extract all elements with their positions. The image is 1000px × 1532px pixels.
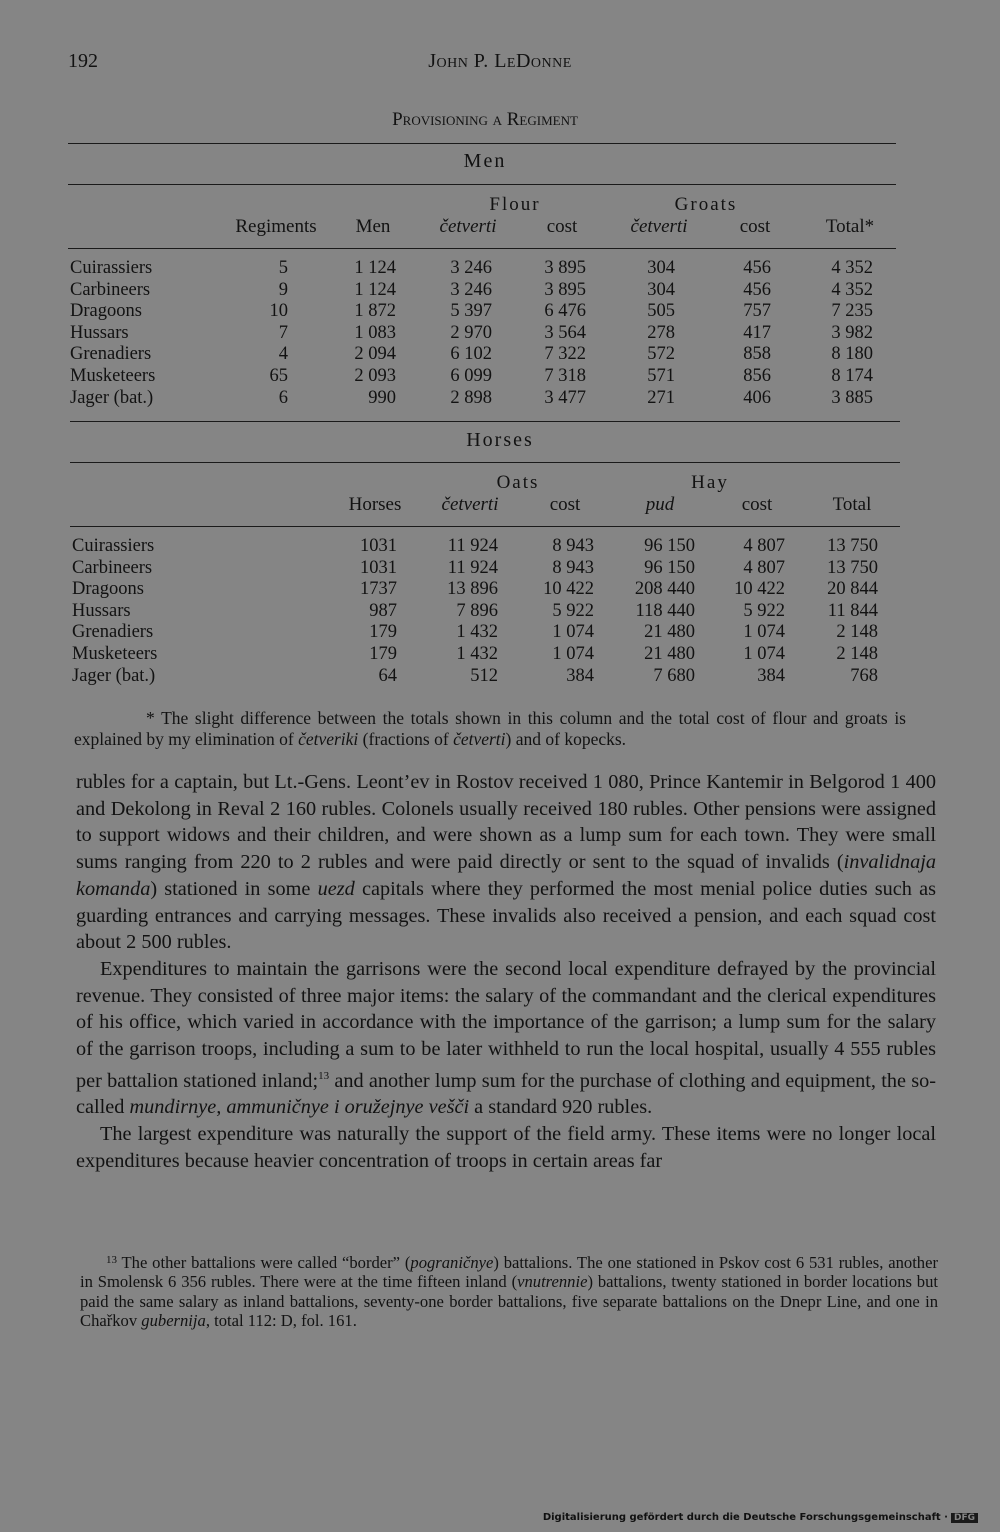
table-rule: [68, 143, 896, 144]
dfg-logo: DFG: [951, 1513, 978, 1523]
table-row: [0, 666, 1000, 688]
digitization-footer: Digitalisierung gefördert durch die Deutsche Forschungsgemeinschaft · DFG: [543, 1512, 978, 1523]
table-cell: 4: [278, 344, 288, 365]
row-label: Carbineers: [70, 279, 151, 300]
table-row: [0, 301, 1000, 323]
table-cell: 4 807: [743, 536, 785, 556]
note-marker: *: [146, 708, 155, 728]
table-rule: [70, 462, 900, 463]
table-cell: 512: [470, 665, 498, 686]
table-cell: 6 099: [450, 366, 492, 386]
table-cell: 208 440: [634, 579, 695, 600]
table-rule: [68, 184, 896, 185]
table-cell: 3 564: [544, 322, 586, 343]
column-header: Total*: [825, 216, 875, 237]
table-cell: 4 352: [831, 258, 873, 278]
table-cell: 7 318: [544, 366, 586, 386]
table-cell: 4 352: [831, 279, 873, 300]
table-row: [0, 323, 1000, 345]
table-cell: 13 750: [827, 557, 878, 578]
table-cell: 1 872: [354, 301, 396, 322]
column-header: Regiments: [235, 216, 317, 237]
table-cell: 1 083: [354, 322, 396, 343]
table-row: [0, 366, 1000, 388]
table-row: [0, 579, 1000, 601]
table-cell: 3 477: [544, 387, 586, 408]
column-header: pud: [645, 494, 675, 515]
table-cell: 505: [647, 301, 675, 322]
table-cell: 2 093: [354, 366, 396, 386]
table-cell: 10: [269, 301, 288, 322]
table-cell: 8 174: [831, 366, 873, 386]
table-cell: 304: [647, 258, 675, 278]
table-cell: 757: [743, 301, 771, 322]
table-cell: 768: [850, 665, 878, 686]
table-cell: 3 895: [544, 258, 586, 278]
table-cell: 13 750: [827, 536, 878, 556]
table-cell: 271: [647, 387, 675, 408]
table-row: [0, 344, 1000, 366]
table-cell: 11 844: [827, 600, 878, 621]
table-cell: 1 432: [456, 644, 498, 664]
table-cell: 20 844: [827, 579, 878, 600]
table-cell: 571: [647, 366, 675, 386]
table-row: [0, 644, 1000, 666]
table-cell: 858: [743, 344, 771, 365]
row-label: Hussars: [72, 600, 131, 621]
table-cell: 11 924: [447, 557, 498, 578]
table-title: Provisioning a Regiment: [392, 109, 578, 130]
table-cell: 1 124: [354, 279, 396, 300]
column-header: četverti: [630, 216, 688, 237]
table-cell: 6: [278, 387, 288, 408]
table-cell: 96 150: [644, 557, 695, 578]
table-row: [0, 258, 1000, 280]
paragraph: rubles for a captain, but Lt.-Gens. Leont’ev in Rostov received 1 080, Prince Kantemir in Belgorod 1 400 and Dekolong in Reval 2 160 rubles. Colonels usually received 180 rubles. Other pensions were assigned to support widows and their children, and were shown as a lump sum for each town. They were small sums ranging from 220 to 2 rubles and were paid directly or sent to the squad of invalids (invalidnaja komanda) stationed in some uezd capitals where they performed the most menial police duties such as guarding entrances and carrying messages. These invalids also received a pension, and each squad cost about 2 500 rubles.: [76, 771, 937, 954]
table-cell: 2 898: [450, 387, 492, 408]
table-cell: 987: [369, 600, 397, 621]
table-cell: 3 895: [544, 279, 586, 300]
table-row: [0, 622, 1000, 644]
section-heading-horses: Horses: [466, 429, 534, 451]
footnote-number: 13: [106, 1254, 117, 1266]
table-cell: 64: [378, 665, 397, 686]
column-header: cost: [739, 216, 771, 237]
group-header-flour: Flour: [489, 194, 541, 215]
table-cell: 5: [278, 258, 288, 278]
table-row: [0, 388, 1000, 410]
table-cell: 10 422: [543, 579, 594, 600]
table-cell: 572: [647, 344, 675, 365]
note-term: četverti: [453, 729, 506, 749]
row-label: Hussars: [70, 322, 129, 343]
table-row: [0, 601, 1000, 623]
table-cell: 6 102: [450, 344, 492, 365]
table-rule: [70, 421, 900, 422]
table-note: [74, 708, 906, 750]
table-cell: 5 922: [552, 600, 594, 621]
table-cell: 456: [743, 279, 771, 300]
table-cell: 417: [743, 322, 771, 343]
row-label: Cuirassiers: [70, 258, 153, 278]
table-cell: 1031: [360, 536, 397, 556]
table-cell: 4 807: [743, 557, 785, 578]
paragraph: The largest expenditure was naturally the support of the field army. These items were no longer local expenditures because heavier concentration of troops in certain areas far: [76, 1122, 936, 1172]
table-cell: 1 074: [552, 622, 594, 643]
table-cell: 3 885: [831, 387, 873, 408]
column-header: cost: [546, 216, 578, 237]
table-cell: 2 148: [836, 644, 878, 664]
row-label: Musketeers: [72, 644, 158, 664]
row-label: Jager (bat.): [70, 387, 154, 408]
page-number: 192: [68, 50, 98, 72]
footnote: $^{13}$ The other battalions were called “border” (pograničnye) battalions. The one stationed in Pskov cost 6 531 rubles, another in Smolensk 6 356 rubles. There were at the time fifteen inland (vnutrennie) battalions, twenty stationed in border locations but paid the same salary as inland battalions, seventy-one border battalions, five separate battalions on the Dnepr Line, and one in Chařkov gubernija, total 112: D, fol. 161.: [80, 1253, 938, 1331]
table-cell: 406: [743, 387, 771, 408]
table-cell: 21 480: [644, 644, 695, 664]
table-cell: 179: [369, 644, 397, 664]
body-text: [76, 769, 936, 1174]
table-cell: 21 480: [644, 622, 695, 643]
table-rule: [68, 248, 896, 249]
table-rule: [70, 526, 900, 527]
table-cell: 13 896: [447, 579, 498, 600]
table-cell: 8 943: [552, 557, 594, 578]
section-heading-men: Men: [463, 150, 507, 172]
row-label: Cuirassiers: [72, 536, 155, 556]
table-row: [0, 280, 1000, 302]
table-cell: 1 124: [354, 258, 396, 278]
table-row: [0, 558, 1000, 580]
row-label: Carbineers: [72, 557, 153, 578]
group-header-oats: Oats: [496, 472, 540, 493]
table-cell: 9: [278, 279, 288, 300]
table-cell: 990: [368, 387, 396, 408]
table-cell: 1031: [360, 557, 397, 578]
table-cell: 179: [369, 622, 397, 643]
table-cell: 278: [647, 322, 675, 343]
table-cell: 5 397: [450, 301, 492, 322]
row-label: Dragoons: [72, 579, 144, 600]
footnote-ref: 13: [318, 1069, 330, 1082]
table-cell: 96 150: [644, 536, 695, 556]
table-cell: 304: [647, 279, 675, 300]
table-cell: 384: [566, 665, 594, 686]
table-cell: 1 432: [456, 622, 498, 643]
table-cell: 5 922: [743, 600, 785, 621]
table-cell: 7 896: [456, 600, 498, 621]
table-cell: 8 180: [831, 344, 873, 365]
table-cell: 1 074: [552, 644, 594, 664]
table-cell: 2 148: [836, 622, 878, 643]
column-header: četverti: [441, 494, 499, 515]
column-header: Total: [832, 494, 872, 515]
table-cell: 3 982: [831, 322, 873, 343]
column-header: Men: [355, 216, 391, 237]
column-header: Horses: [348, 494, 402, 515]
table-row: [0, 536, 1000, 558]
table-cell: 1737: [360, 579, 397, 600]
table-cell: 1 074: [743, 622, 785, 643]
table-cell: 7 235: [831, 301, 873, 322]
note-text: The slight difference between the totals shown in this column and the total cost of flour and groats is explained by my elimination of: [74, 708, 906, 749]
row-label: Grenadiers: [72, 622, 154, 643]
table-cell: 11 924: [447, 536, 498, 556]
table-cell: 6 476: [544, 301, 586, 322]
note-term: četveriki: [298, 729, 359, 749]
column-header: cost: [741, 494, 773, 515]
group-header-groats: Groats: [674, 194, 738, 215]
table-cell: 856: [743, 366, 771, 386]
table-cell: 2 094: [354, 344, 396, 365]
table-cell: 3 246: [450, 258, 492, 278]
table-cell: 1 074: [743, 644, 785, 664]
table-cell: 384: [757, 665, 785, 686]
column-header: četverti: [439, 216, 497, 237]
table-cell: 65: [269, 366, 288, 386]
note-text: (fractions of: [358, 729, 454, 749]
table-cell: 10 422: [734, 579, 785, 600]
row-label: Dragoons: [70, 301, 142, 322]
paragraph: Expenditures to maintain the garrisons were the second local expenditure defrayed by the provincial revenue. They consisted of three major items: the salary of the commandant and the clerical expenditures of his office, which varied in accordance with the importance of the garrison; a lump sum for the salary of the garrison troops, including a sum to be later withheld to run the local hospital, usually 4 555 rubles per battalion stationed inland;$^{13}$ and another lump sum for the purchase of clothing and equipment, the so-called mundirnye, ammuničnye i oružejnye vešči a standard 920 rubles.: [76, 957, 937, 1119]
table-cell: 8 943: [552, 536, 594, 556]
table-cell: 7 322: [544, 344, 586, 365]
column-header: cost: [549, 494, 581, 515]
note-text: ) and of kopecks.: [505, 729, 627, 749]
table-cell: 456: [743, 258, 771, 278]
row-label: Jager (bat.): [72, 665, 156, 686]
group-header-hay: Hay: [691, 472, 729, 493]
table-cell: 3 246: [450, 279, 492, 300]
table-cell: 7 680: [653, 665, 695, 686]
row-label: Musketeers: [70, 366, 156, 386]
row-label: Grenadiers: [70, 344, 152, 365]
table-cell: 118 440: [635, 600, 695, 621]
table-cell: 7: [278, 322, 288, 343]
table-cell: 2 970: [450, 322, 492, 343]
running-head: John P. LeDonne: [428, 50, 572, 72]
